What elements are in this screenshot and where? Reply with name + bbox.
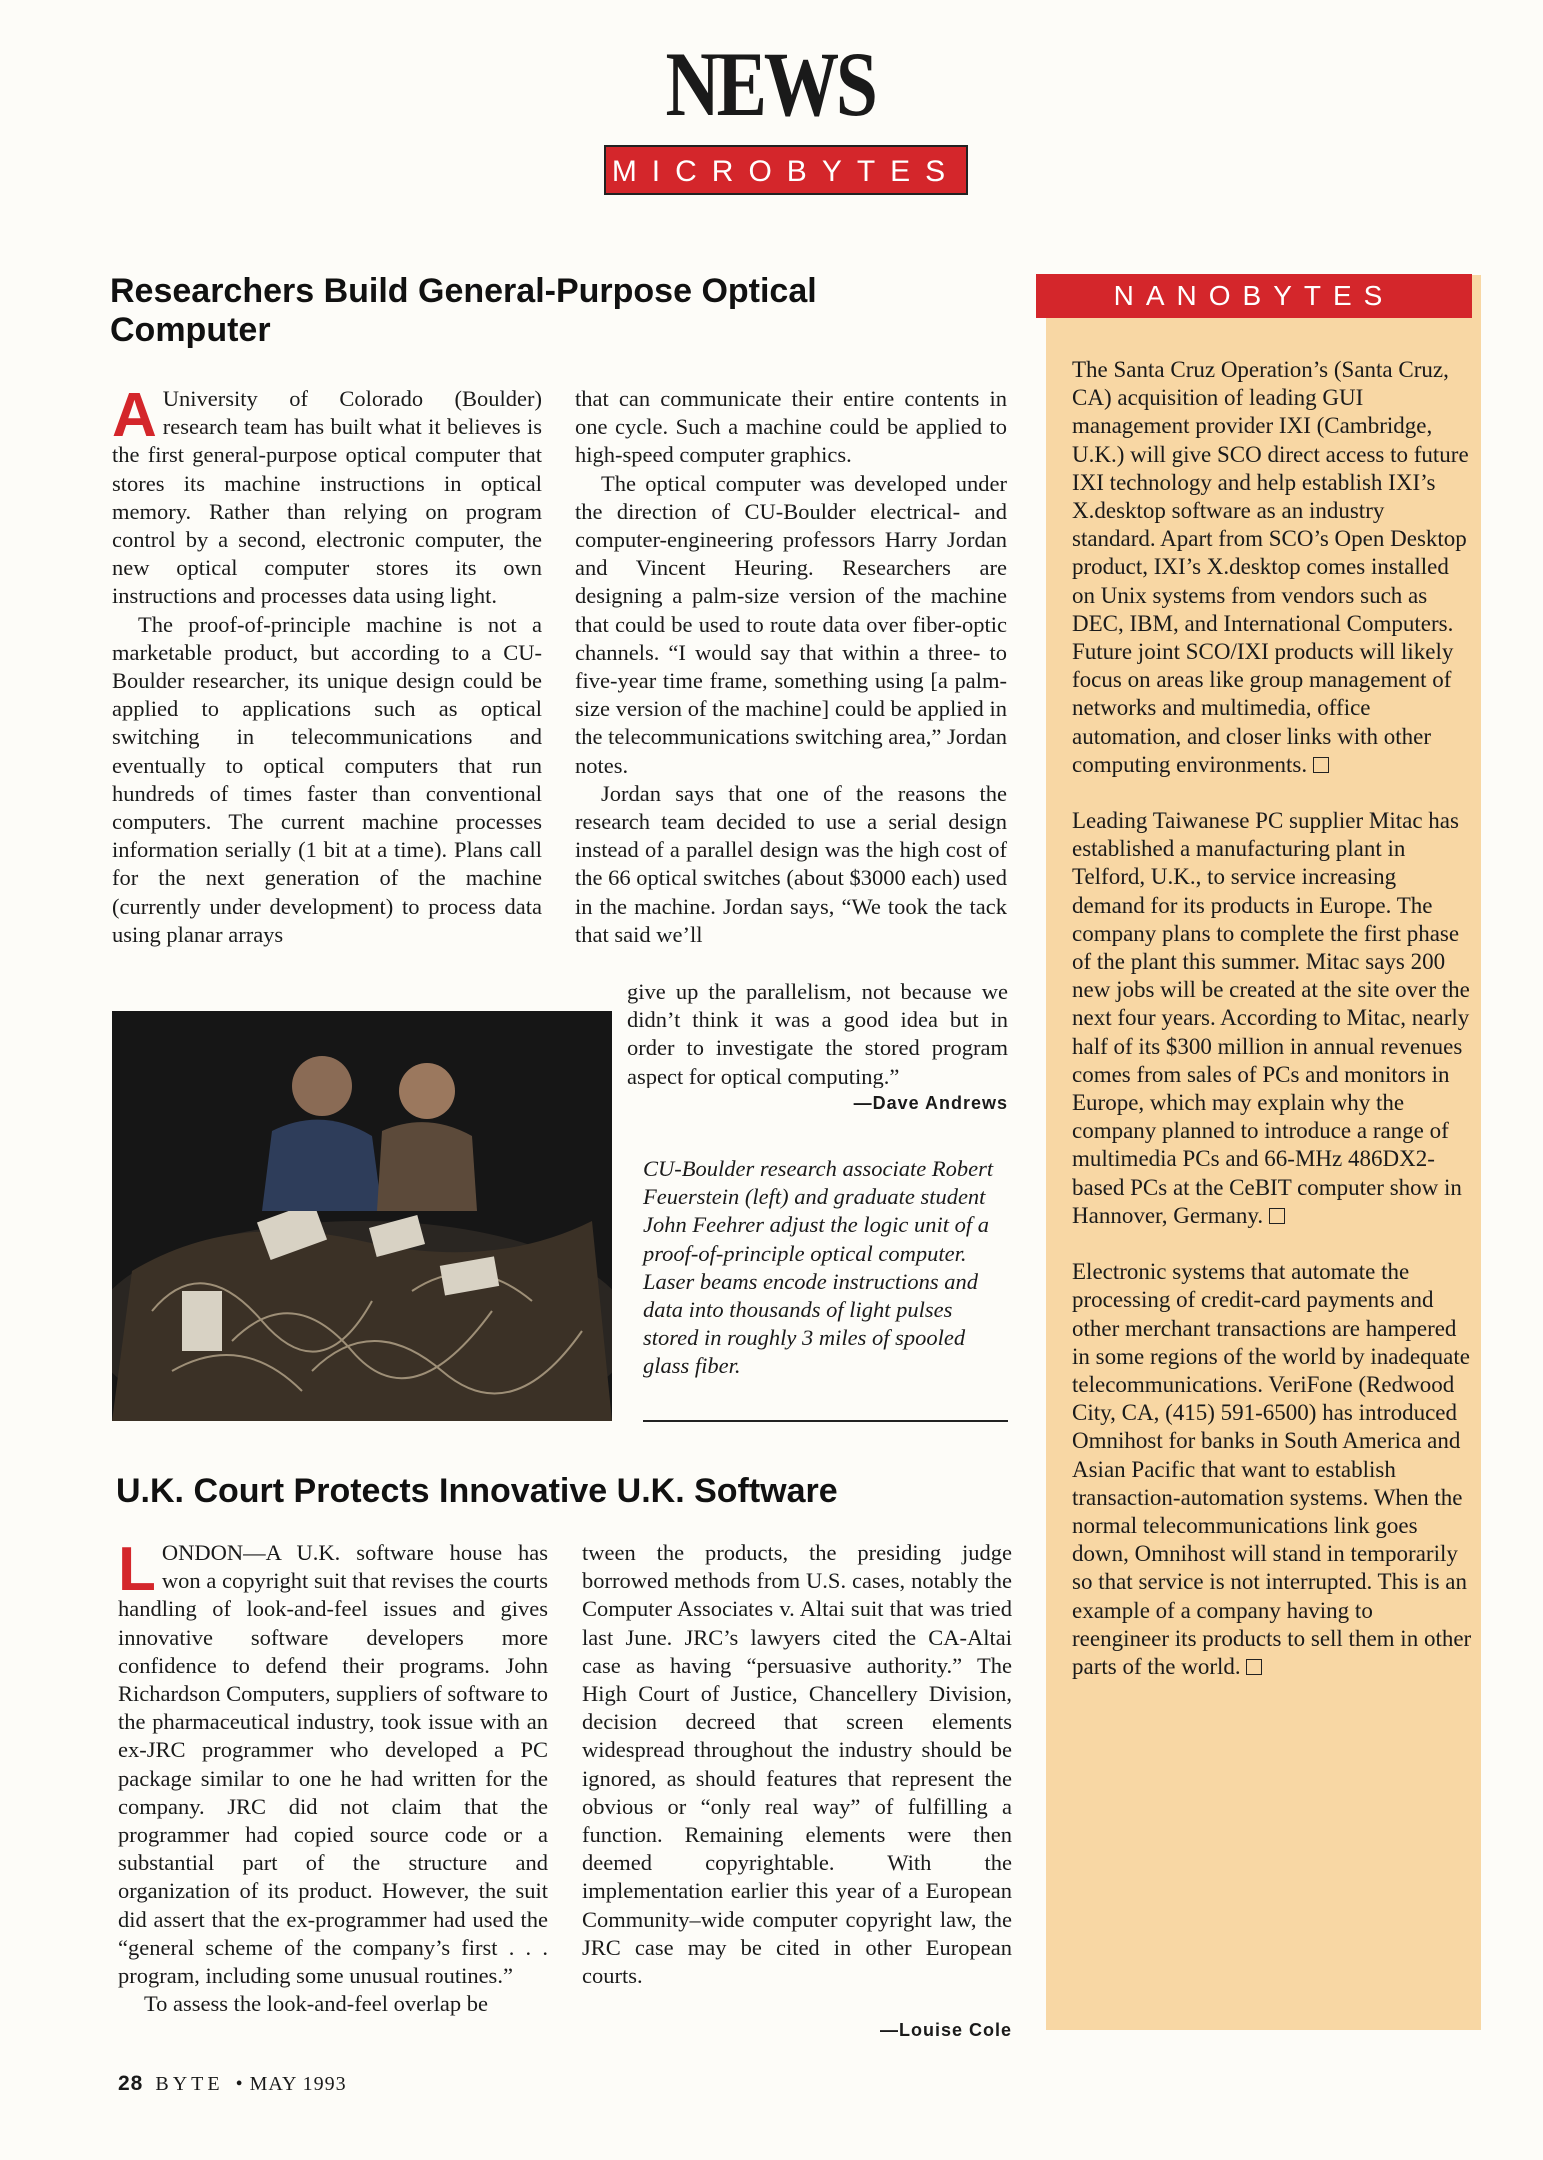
article1-byline: —Dave Andrews	[853, 1093, 1008, 1113]
end-mark-icon	[1246, 1659, 1262, 1675]
article1-quote-continuation	[627, 978, 1008, 1088]
microbytes-banner: MICROBYTES	[604, 145, 968, 195]
nanobyte-item-1: The Santa Cruz Operation’s (Santa Cruz, CA) acquisition of leading GUI management provider IXI (Cambridge, U.K.) will give SCO direct access to future IXI technology and help establish IXI’s X.desktop software as an industry standard. Apart from SCO’s Open Desktop product, IXI’s X.desktop comes installed on Unix systems from vendors such as DEC, IBM, and International Computers. Future joint SCO/IXI products will likely focus on areas like group management of networks and multimedia, office automation, and closer links with other computing environments.	[1072, 357, 1469, 777]
article1-dropcap: A	[112, 385, 157, 450]
nanobyte-item-3: Electronic systems that automate the processing of credit-card payments and other merchant transactions are hampered in some regions of the world by inadequate telecommunications. VeriFone (Redwood City, CA, (415) 591-6500) has introduced Omnihost for banks in South America and Asian Pacific that want to establish transaction-automation systems. When the normal telecommunications link goes down, Omnihost will stand in temporarily so that service is not interrupted. This is an example of a company having to reengineer its products to sell them in other parts of the world.	[1072, 1259, 1472, 1679]
article2-column-1	[118, 1539, 548, 2047]
article2-dropcap: L	[118, 1539, 156, 1604]
photo-illustration	[112, 1011, 612, 1421]
article2-byline: —Louise Cole	[879, 2020, 1012, 2040]
article2-column-2	[582, 1539, 1012, 2019]
article2-headline: U.K. Court Protects Innovative U.K. Software	[116, 1472, 838, 1510]
photo-caption: CU-Boulder research associate Robert Feuerstein (left) and graduate student John Feehrer adjust the logic unit of a proof-of-principle optical computer. Laser beams encode instructions and data into thousands of light pulses stored in roughly 3 miles of spooled glass fiber.	[643, 1156, 994, 1379]
article1-column-2	[575, 385, 1007, 985]
article1-paragraph-2b: that can communicate their entire contents in one cycle. Such a machine could be applied to high-speed computer graphics.	[575, 386, 1007, 468]
issue-date: MAY 1993	[249, 2073, 347, 2095]
article2-paragraph-2b: tween the products, the presiding judge borrowed methods from U.S. cases, notably the Computer Associates v. Altai suit that was tried last June. JRC’s lawyers cited the CA-Altai case as having “persuasive authority.” The High Court of Justice, Chancellery Division, decision decreed that screen elements widespread throughout the industry should be ignored, as should features that represent the obvious or “only real way” of fulfilling a function. Remaining elements were then deemed copyrightable. With the implementation earlier this year of a European Community–wide computer copyright law, the JRC case may be cited in other European courts.	[582, 1540, 1012, 1989]
article1-paragraph-4a: Jordan says that one of the reasons the research team decided to use a serial design instead of a parallel design was the high cost of the 66 optical switches (about $3000 each) used in the machine. Jordan says, “We took the tack that said we’ll	[575, 780, 1007, 947]
nanobytes-content	[1072, 356, 1472, 1709]
nanobytes-banner: NANOBYTES	[1036, 274, 1472, 318]
article1-paragraph-4b: give up the parallelism, not because we didn’t think it was a good idea but in order to investigate the stored program aspect for optical computing.”	[627, 979, 1008, 1088]
page-footer: 28 BYTE • MAY 1993	[118, 2072, 347, 2095]
article1-paragraph-1: University of Colorado (Boulder) research team has built what it believes is the first general-purpose optical computer that stores its machine instructions in optical memory. Rather than relying on program control by a second, electronic computer, the new optical computer stores its own instructions and processes data using light.	[112, 386, 542, 609]
article1-headline: Researchers Build General-Purpose Optical Computer	[110, 272, 817, 350]
nanobyte-item-2: Leading Taiwanese PC supplier Mitac has established a manufacturing plant in Telford, U.K., to service increasing demand for its products in Europe. The company plans to complete the first phase of the plant this summer. Mitac says 200 new jobs will be created at the site over the next four years. According to Mitac, nearly half of its $300 million in annual revenues comes from sales of PCs and monitors in Europe, which may explain why the company planned to introduce a range of multimedia PCs and 66-MHz 486DX2-based PCs at the CeBIT computer show in Hannover, Germany.	[1072, 808, 1470, 1228]
article2-paragraph-2a: To assess the look-and-feel overlap be	[144, 1991, 488, 2017]
article2-paragraph-1: ONDON—A U.K. software house has won a copyright suit that revises the courts handling of look-and-feel issues and gives innovative software developers more confidence to defend their programs. John Richardson Computers, suppliers of software to the pharmaceutical industry, took issue with an ex-JRC programmer who developed a PC package similar to one he had written for the company. JRC did not claim that the programmer had copied source code or a substantial part of the structure and organization of its product. However, the suit did assert that the ex-programmer had used the “general scheme of the company’s first . . . program, including some unusual routines.”	[118, 1540, 548, 1989]
article1-column-1	[112, 385, 542, 985]
end-mark-icon	[1269, 1208, 1285, 1224]
page-number: 28	[118, 2072, 144, 2095]
caption-rule	[643, 1420, 1008, 1422]
article1-paragraph-3: The optical computer was developed under the direction of CU-Boulder electrical- and computer-engineering professors Harry Jordan and Vincent Heuring. Researchers are designing a palm-size version of the machine that could be used to route data over fiber-optic channels. “I would say that within a three- to five-year time frame, something using [a palm-size version of the machine] could be applied in the telecommunications switching area,” Jordan notes.	[575, 470, 1007, 778]
article1-paragraph-2a: The proof-of-principle machine is not a marketable product, but according to a CU-Boulder researcher, its unique design could be applied to applications such as optical switching in telecommunications and eventually to optical computers that run hundreds of times faster than conventional computers. The current machine processes information serially (1 bit at a time). Plans call for the next generation of the machine (currently under development) to process data using planar arrays	[112, 611, 542, 947]
end-mark-icon	[1313, 757, 1329, 773]
magazine-name: BYTE	[155, 2073, 224, 2095]
optical-computer-photo	[112, 1011, 612, 1421]
news-masthead: NEWS	[665, 33, 875, 135]
